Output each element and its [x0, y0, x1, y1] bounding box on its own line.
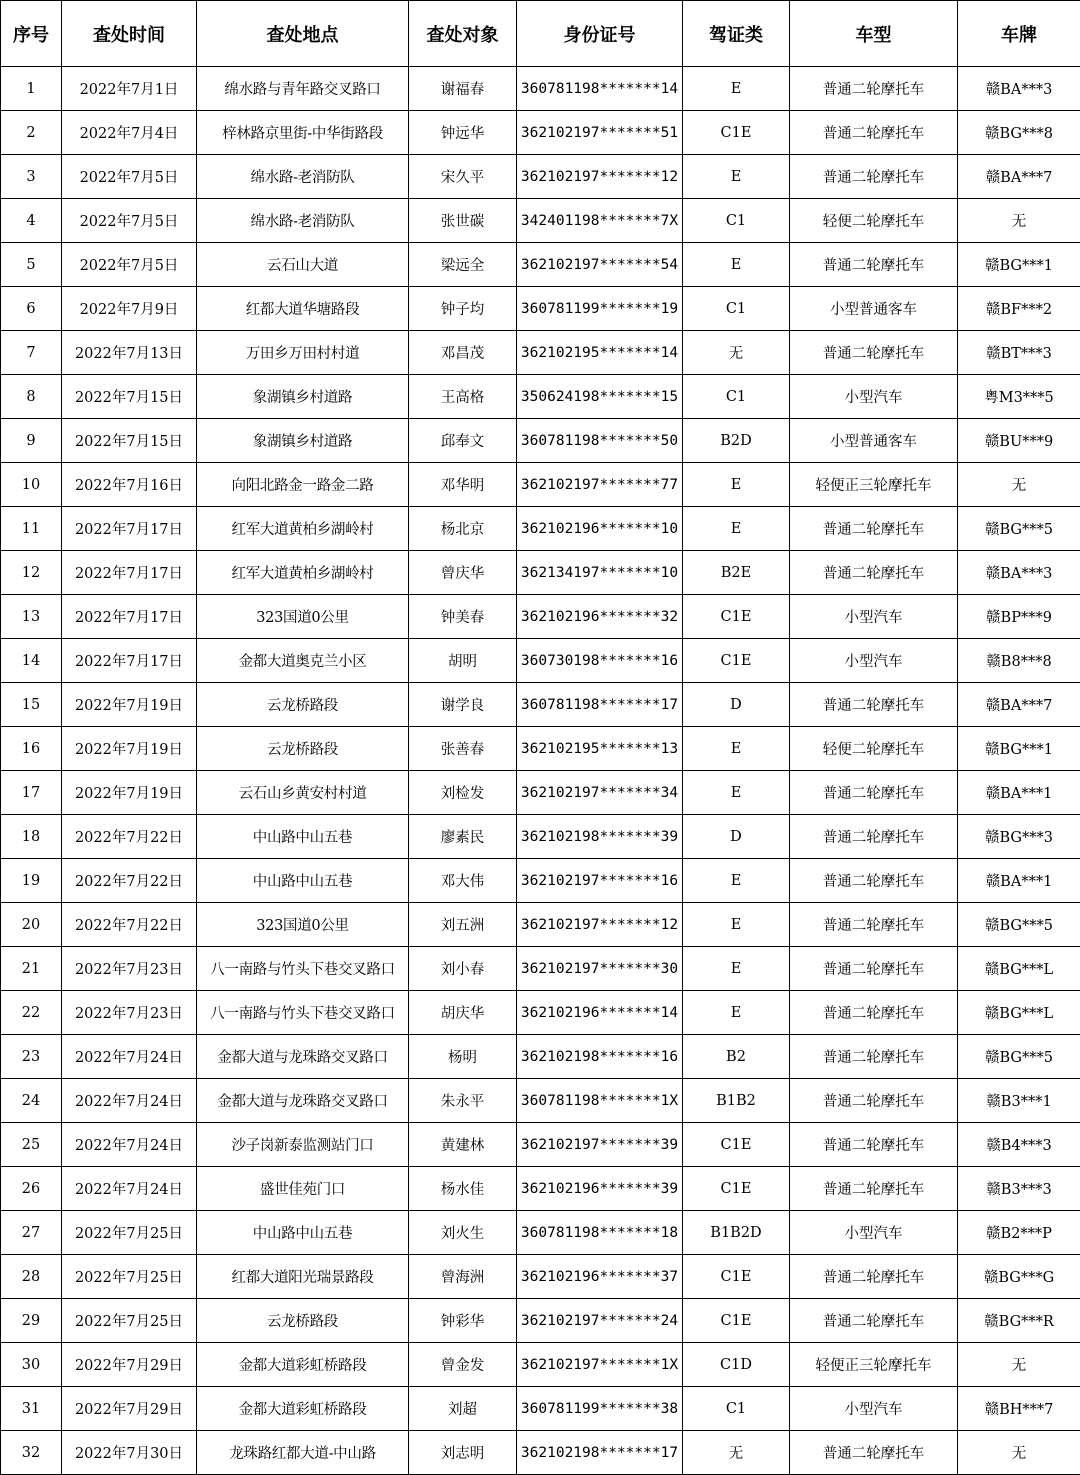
cell-id-number: 362102196*******39	[517, 1167, 683, 1211]
cell-date: 2022年7月15日	[62, 419, 197, 463]
cell-date: 2022年7月16日	[62, 463, 197, 507]
cell-vehicle-type: 普通二轮摩托车	[790, 155, 958, 199]
cell-vehicle-type: 普通二轮摩托车	[790, 1167, 958, 1211]
cell-index: 11	[1, 507, 62, 551]
cell-location: 红都大道阳光瑞景路段	[197, 1255, 409, 1299]
cell-id-number: 360781198*******50	[517, 419, 683, 463]
cell-license-class: C1E	[683, 595, 790, 639]
cell-date: 2022年7月30日	[62, 1431, 197, 1475]
cell-license-class: C1	[683, 375, 790, 419]
cell-person: 杨北京	[409, 507, 517, 551]
table-row	[1, 199, 1080, 243]
cell-vehicle-type: 普通二轮摩托车	[790, 67, 958, 111]
cell-person: 梁远全	[409, 243, 517, 287]
cell-person: 胡庆华	[409, 991, 517, 1035]
cell-index: 2	[1, 111, 62, 155]
cell-index: 6	[1, 287, 62, 331]
cell-date: 2022年7月17日	[62, 507, 197, 551]
table-row	[1, 551, 1080, 595]
cell-location: 万田乡万田村村道	[197, 331, 409, 375]
cell-id-number: 362102197*******30	[517, 947, 683, 991]
cell-person: 谢学良	[409, 683, 517, 727]
cell-id-number: 350624198*******15	[517, 375, 683, 419]
cell-vehicle-type: 小型普通客车	[790, 419, 958, 463]
cell-location: 向阳北路金一路金二路	[197, 463, 409, 507]
cell-license-class: D	[683, 683, 790, 727]
header-license-class: 驾证类	[683, 1, 790, 67]
cell-plate: 赣BG***5	[958, 507, 1080, 551]
cell-location: 云石山乡黄安村村道	[197, 771, 409, 815]
table-row	[1, 1431, 1080, 1475]
table-row	[1, 287, 1080, 331]
cell-vehicle-type: 普通二轮摩托车	[790, 1431, 958, 1475]
cell-index: 1	[1, 67, 62, 111]
table-row	[1, 243, 1080, 287]
cell-location: 沙子岗新泰监测站门口	[197, 1123, 409, 1167]
cell-date: 2022年7月19日	[62, 727, 197, 771]
cell-index: 22	[1, 991, 62, 1035]
cell-index: 9	[1, 419, 62, 463]
cell-person: 刘小春	[409, 947, 517, 991]
cell-location: 金都大道彩虹桥路段	[197, 1343, 409, 1387]
cell-location: 绵水路-老消防队	[197, 199, 409, 243]
cell-index: 19	[1, 859, 62, 903]
cell-location: 红都大道华塘路段	[197, 287, 409, 331]
cell-vehicle-type: 轻便正三轮摩托车	[790, 1343, 958, 1387]
header-location: 查处地点	[197, 1, 409, 67]
cell-person: 杨水佳	[409, 1167, 517, 1211]
cell-location: 云龙桥路段	[197, 1299, 409, 1343]
cell-license-class: B1B2D	[683, 1211, 790, 1255]
cell-person: 钟美春	[409, 595, 517, 639]
cell-id-number: 362102196*******14	[517, 991, 683, 1035]
table-header	[1, 1, 1080, 67]
cell-location: 红军大道黄柏乡湖岭村	[197, 507, 409, 551]
cell-index: 23	[1, 1035, 62, 1079]
cell-license-class: C1D	[683, 1343, 790, 1387]
cell-license-class: B1B2	[683, 1079, 790, 1123]
cell-person: 刘志明	[409, 1431, 517, 1475]
cell-person: 曾金发	[409, 1343, 517, 1387]
table-row	[1, 595, 1080, 639]
cell-index: 8	[1, 375, 62, 419]
cell-id-number: 362102197*******24	[517, 1299, 683, 1343]
cell-plate: 赣BG***1	[958, 727, 1080, 771]
cell-location: 云龙桥路段	[197, 683, 409, 727]
cell-index: 32	[1, 1431, 62, 1475]
cell-plate: 赣BA***7	[958, 683, 1080, 727]
cell-person: 杨明	[409, 1035, 517, 1079]
table-row	[1, 1255, 1080, 1299]
cell-license-class: E	[683, 507, 790, 551]
cell-date: 2022年7月24日	[62, 1167, 197, 1211]
cell-license-class: E	[683, 903, 790, 947]
cell-person: 钟彩华	[409, 1299, 517, 1343]
cell-plate: 赣B3***3	[958, 1167, 1080, 1211]
header-id-number: 身份证号	[517, 1, 683, 67]
cell-plate: 赣BG***G	[958, 1255, 1080, 1299]
header-vehicle-type: 车型	[790, 1, 958, 67]
cell-vehicle-type: 小型汽车	[790, 1387, 958, 1431]
cell-id-number: 362102196*******37	[517, 1255, 683, 1299]
cell-location: 金都大道与龙珠路交叉路口	[197, 1079, 409, 1123]
cell-vehicle-type: 小型汽车	[790, 639, 958, 683]
cell-vehicle-type: 轻便二轮摩托车	[790, 727, 958, 771]
table-row	[1, 903, 1080, 947]
table-row	[1, 419, 1080, 463]
cell-date: 2022年7月19日	[62, 771, 197, 815]
cell-vehicle-type: 普通二轮摩托车	[790, 243, 958, 287]
cell-license-class: C1E	[683, 1167, 790, 1211]
cell-plate: 赣BG***R	[958, 1299, 1080, 1343]
cell-license-class: D	[683, 815, 790, 859]
cell-index: 25	[1, 1123, 62, 1167]
cell-person: 朱永平	[409, 1079, 517, 1123]
cell-person: 刘检发	[409, 771, 517, 815]
cell-license-class: E	[683, 947, 790, 991]
cell-plate: 赣B4***3	[958, 1123, 1080, 1167]
table-row	[1, 1299, 1080, 1343]
cell-date: 2022年7月5日	[62, 199, 197, 243]
cell-date: 2022年7月23日	[62, 991, 197, 1035]
cell-id-number: 360781199*******38	[517, 1387, 683, 1431]
table-row	[1, 111, 1080, 155]
header-plate: 车牌	[958, 1, 1080, 67]
cell-id-number: 362102197*******12	[517, 155, 683, 199]
cell-id-number: 360781198*******14	[517, 67, 683, 111]
cell-index: 15	[1, 683, 62, 727]
cell-location: 金都大道与龙珠路交叉路口	[197, 1035, 409, 1079]
cell-plate: 赣BA***3	[958, 67, 1080, 111]
cell-plate: 赣B3***1	[958, 1079, 1080, 1123]
cell-person: 邓华明	[409, 463, 517, 507]
cell-license-class: E	[683, 463, 790, 507]
table-row	[1, 1123, 1080, 1167]
cell-license-class: E	[683, 727, 790, 771]
cell-location: 云石山大道	[197, 243, 409, 287]
cell-vehicle-type: 小型普通客车	[790, 287, 958, 331]
cell-plate: 赣BF***2	[958, 287, 1080, 331]
cell-id-number: 362102198*******16	[517, 1035, 683, 1079]
cell-date: 2022年7月29日	[62, 1387, 197, 1431]
cell-location: 八一南路与竹头下巷交叉路口	[197, 947, 409, 991]
cell-date: 2022年7月15日	[62, 375, 197, 419]
header-index: 序号	[1, 1, 62, 67]
cell-vehicle-type: 普通二轮摩托车	[790, 1123, 958, 1167]
cell-vehicle-type: 普通二轮摩托车	[790, 507, 958, 551]
cell-license-class: B2E	[683, 551, 790, 595]
cell-person: 宋久平	[409, 155, 517, 199]
cell-person: 张世碳	[409, 199, 517, 243]
table-row	[1, 683, 1080, 727]
cell-plate: 无	[958, 1431, 1080, 1475]
cell-license-class: C1E	[683, 639, 790, 683]
cell-id-number: 362102197*******54	[517, 243, 683, 287]
cell-plate: 赣BG***1	[958, 243, 1080, 287]
cell-person: 黄建林	[409, 1123, 517, 1167]
cell-id-number: 362102197*******39	[517, 1123, 683, 1167]
cell-id-number: 362102196*******10	[517, 507, 683, 551]
cell-plate: 赣BG***3	[958, 815, 1080, 859]
cell-vehicle-type: 普通二轮摩托车	[790, 1255, 958, 1299]
cell-person: 钟子均	[409, 287, 517, 331]
cell-vehicle-type: 普通二轮摩托车	[790, 1079, 958, 1123]
cell-date: 2022年7月22日	[62, 815, 197, 859]
cell-plate: 赣B8***8	[958, 639, 1080, 683]
table-row	[1, 331, 1080, 375]
cell-plate: 赣BA***7	[958, 155, 1080, 199]
cell-plate: 无	[958, 1343, 1080, 1387]
cell-location: 盛世佳苑门口	[197, 1167, 409, 1211]
cell-date: 2022年7月5日	[62, 155, 197, 199]
cell-index: 20	[1, 903, 62, 947]
cell-index: 16	[1, 727, 62, 771]
cell-index: 29	[1, 1299, 62, 1343]
cell-person: 邓大伟	[409, 859, 517, 903]
cell-plate: 赣B2***P	[958, 1211, 1080, 1255]
cell-license-class: E	[683, 859, 790, 903]
cell-index: 24	[1, 1079, 62, 1123]
cell-vehicle-type: 轻便二轮摩托车	[790, 199, 958, 243]
cell-index: 18	[1, 815, 62, 859]
cell-id-number: 360781199*******19	[517, 287, 683, 331]
cell-date: 2022年7月4日	[62, 111, 197, 155]
table-row	[1, 991, 1080, 1035]
cell-vehicle-type: 普通二轮摩托车	[790, 551, 958, 595]
cell-date: 2022年7月1日	[62, 67, 197, 111]
cell-date: 2022年7月25日	[62, 1255, 197, 1299]
cell-id-number: 362102197*******77	[517, 463, 683, 507]
cell-license-class: 无	[683, 1431, 790, 1475]
cell-vehicle-type: 普通二轮摩托车	[790, 991, 958, 1035]
cell-location: 金都大道奥克兰小区	[197, 639, 409, 683]
cell-index: 12	[1, 551, 62, 595]
cell-location: 323国道0公里	[197, 903, 409, 947]
cell-plate: 无	[958, 463, 1080, 507]
cell-id-number: 362102198*******39	[517, 815, 683, 859]
table-row	[1, 507, 1080, 551]
table-row	[1, 67, 1080, 111]
header-date: 查处时间	[62, 1, 197, 67]
cell-id-number: 362102195*******14	[517, 331, 683, 375]
cell-index: 31	[1, 1387, 62, 1431]
cell-date: 2022年7月24日	[62, 1035, 197, 1079]
cell-person: 张善春	[409, 727, 517, 771]
cell-date: 2022年7月22日	[62, 903, 197, 947]
cell-license-class: E	[683, 243, 790, 287]
cell-vehicle-type: 轻便正三轮摩托车	[790, 463, 958, 507]
table-row	[1, 1211, 1080, 1255]
cell-date: 2022年7月25日	[62, 1211, 197, 1255]
cell-index: 3	[1, 155, 62, 199]
cell-vehicle-type: 普通二轮摩托车	[790, 1299, 958, 1343]
cell-id-number: 362102198*******17	[517, 1431, 683, 1475]
cell-id-number: 360781198*******17	[517, 683, 683, 727]
cell-index: 27	[1, 1211, 62, 1255]
table-row	[1, 1167, 1080, 1211]
cell-vehicle-type: 普通二轮摩托车	[790, 771, 958, 815]
cell-date: 2022年7月19日	[62, 683, 197, 727]
cell-date: 2022年7月13日	[62, 331, 197, 375]
cell-date: 2022年7月25日	[62, 1299, 197, 1343]
cell-date: 2022年7月17日	[62, 595, 197, 639]
cell-plate: 赣BA***3	[958, 551, 1080, 595]
cell-person: 刘超	[409, 1387, 517, 1431]
cell-location: 八一南路与竹头下巷交叉路口	[197, 991, 409, 1035]
table-row	[1, 1387, 1080, 1431]
cell-license-class: C1E	[683, 1123, 790, 1167]
table-row	[1, 155, 1080, 199]
cell-id-number: 362102196*******32	[517, 595, 683, 639]
cell-person: 邓昌茂	[409, 331, 517, 375]
cell-vehicle-type: 普通二轮摩托车	[790, 331, 958, 375]
table-row	[1, 639, 1080, 683]
cell-vehicle-type: 小型汽车	[790, 1211, 958, 1255]
cell-person: 曾庆华	[409, 551, 517, 595]
cell-vehicle-type: 小型汽车	[790, 375, 958, 419]
cell-id-number: 362102197*******12	[517, 903, 683, 947]
cell-person: 谢福春	[409, 67, 517, 111]
cell-plate: 赣BA***1	[958, 771, 1080, 815]
cell-date: 2022年7月9日	[62, 287, 197, 331]
cell-id-number: 362102195*******13	[517, 727, 683, 771]
cell-id-number: 362102197*******34	[517, 771, 683, 815]
cell-plate: 赣BG***L	[958, 991, 1080, 1035]
cell-person: 刘火生	[409, 1211, 517, 1255]
cell-license-class: B2D	[683, 419, 790, 463]
table-row	[1, 771, 1080, 815]
cell-id-number: 362102197*******16	[517, 859, 683, 903]
cell-plate: 赣BT***3	[958, 331, 1080, 375]
cell-index: 4	[1, 199, 62, 243]
cell-vehicle-type: 普通二轮摩托车	[790, 947, 958, 991]
header-person: 查处对象	[409, 1, 517, 67]
cell-license-class: E	[683, 991, 790, 1035]
cell-location: 323国道0公里	[197, 595, 409, 639]
cell-license-class: C1	[683, 199, 790, 243]
cell-id-number: 342401198*******7X	[517, 199, 683, 243]
cell-license-class: C1E	[683, 1255, 790, 1299]
cell-location: 龙珠路红都大道-中山路	[197, 1431, 409, 1475]
cell-date: 2022年7月22日	[62, 859, 197, 903]
cell-id-number: 360781198*******1X	[517, 1079, 683, 1123]
table-row	[1, 815, 1080, 859]
cell-vehicle-type: 普通二轮摩托车	[790, 683, 958, 727]
cell-date: 2022年7月23日	[62, 947, 197, 991]
cell-vehicle-type: 小型汽车	[790, 595, 958, 639]
cell-id-number: 362134197*******10	[517, 551, 683, 595]
cell-vehicle-type: 普通二轮摩托车	[790, 111, 958, 155]
cell-index: 28	[1, 1255, 62, 1299]
cell-location: 绵水路与青年路交叉路口	[197, 67, 409, 111]
cell-location: 象湖镇乡村道路	[197, 419, 409, 463]
cell-date: 2022年7月5日	[62, 243, 197, 287]
cell-date: 2022年7月17日	[62, 639, 197, 683]
table-row	[1, 463, 1080, 507]
cell-person: 胡明	[409, 639, 517, 683]
cell-vehicle-type: 普通二轮摩托车	[790, 859, 958, 903]
cell-index: 26	[1, 1167, 62, 1211]
cell-plate: 赣BH***7	[958, 1387, 1080, 1431]
cell-location: 中山路中山五巷	[197, 815, 409, 859]
cell-location: 中山路中山五巷	[197, 859, 409, 903]
cell-id-number: 362102197*******51	[517, 111, 683, 155]
cell-plate: 赣BG***8	[958, 111, 1080, 155]
cell-index: 21	[1, 947, 62, 991]
cell-location: 象湖镇乡村道路	[197, 375, 409, 419]
cell-license-class: C1E	[683, 1299, 790, 1343]
cell-license-class: C1	[683, 287, 790, 331]
cell-person: 钟远华	[409, 111, 517, 155]
cell-plate: 粤M3***5	[958, 375, 1080, 419]
cell-plate: 赣BP***9	[958, 595, 1080, 639]
cell-location: 梓林路京里街-中华街路段	[197, 111, 409, 155]
cell-index: 7	[1, 331, 62, 375]
cell-location: 绵水路-老消防队	[197, 155, 409, 199]
cell-person: 邱奉文	[409, 419, 517, 463]
cell-index: 14	[1, 639, 62, 683]
cell-plate: 赣BU***9	[958, 419, 1080, 463]
cell-id-number: 362102197*******1X	[517, 1343, 683, 1387]
cell-date: 2022年7月24日	[62, 1123, 197, 1167]
cell-date: 2022年7月17日	[62, 551, 197, 595]
table-row	[1, 1035, 1080, 1079]
cell-person: 廖素民	[409, 815, 517, 859]
cell-person: 王高格	[409, 375, 517, 419]
table-body	[1, 67, 1080, 1475]
table-row	[1, 947, 1080, 991]
cell-vehicle-type: 普通二轮摩托车	[790, 815, 958, 859]
cell-plate: 无	[958, 199, 1080, 243]
cell-license-class: E	[683, 155, 790, 199]
cell-location: 中山路中山五巷	[197, 1211, 409, 1255]
cell-location: 金都大道彩虹桥路段	[197, 1387, 409, 1431]
cell-id-number: 360730198*******16	[517, 639, 683, 683]
cell-plate: 赣BG***5	[958, 1035, 1080, 1079]
cell-date: 2022年7月24日	[62, 1079, 197, 1123]
header-row	[1, 1, 1080, 67]
cell-license-class: E	[683, 771, 790, 815]
cell-index: 30	[1, 1343, 62, 1387]
cell-location: 红军大道黄柏乡湖岭村	[197, 551, 409, 595]
table-row	[1, 1079, 1080, 1123]
cell-license-class: 无	[683, 331, 790, 375]
cell-id-number: 360781198*******18	[517, 1211, 683, 1255]
cell-person: 曾海洲	[409, 1255, 517, 1299]
cell-person: 刘五洲	[409, 903, 517, 947]
cell-plate: 赣BG***L	[958, 947, 1080, 991]
cell-plate: 赣BA***1	[958, 859, 1080, 903]
cell-location: 云龙桥路段	[197, 727, 409, 771]
cell-vehicle-type: 普通二轮摩托车	[790, 1035, 958, 1079]
cell-index: 10	[1, 463, 62, 507]
cell-license-class: C1E	[683, 111, 790, 155]
cell-license-class: B2	[683, 1035, 790, 1079]
cell-date: 2022年7月29日	[62, 1343, 197, 1387]
cell-index: 17	[1, 771, 62, 815]
table-row	[1, 1343, 1080, 1387]
table-row	[1, 859, 1080, 903]
table-row	[1, 375, 1080, 419]
cell-index: 5	[1, 243, 62, 287]
cell-license-class: C1	[683, 1387, 790, 1431]
table-row	[1, 727, 1080, 771]
cell-vehicle-type: 普通二轮摩托车	[790, 903, 958, 947]
cell-plate: 赣BG***5	[958, 903, 1080, 947]
cell-license-class: E	[683, 67, 790, 111]
cell-index: 13	[1, 595, 62, 639]
